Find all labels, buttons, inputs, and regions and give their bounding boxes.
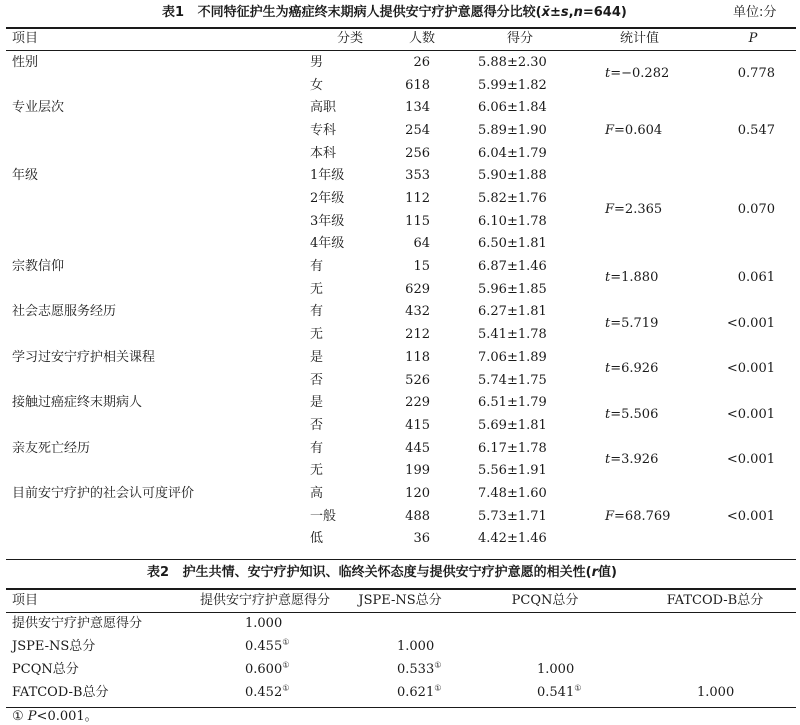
table2-cell <box>537 685 581 701</box>
table2-bottom-rule <box>6 707 796 708</box>
table1-category: 4年级 <box>310 236 345 252</box>
table1-header-cell: P <box>748 31 758 46</box>
table1-count: 229 <box>405 395 430 411</box>
table1-top-rule <box>6 27 796 29</box>
table2-row-label: JSPE-NS总分 <box>12 639 96 654</box>
table1-category: 2年级 <box>310 191 345 207</box>
table2-cell-value: 0.600 <box>245 662 283 677</box>
table1-stat-symbol: F <box>605 508 615 524</box>
table1-count: 64 <box>413 236 430 252</box>
table2-header-cell: JSPE-NS总分 <box>358 593 442 608</box>
table2-cell-value: 1.000 <box>245 616 283 631</box>
table1-stat-symbol: t <box>605 66 611 82</box>
table2-caption-text: 护生共情、安宁疗护知识、临终关怀态度与提供安宁疗护意愿的相关性( <box>182 565 592 580</box>
table1-stat <box>605 452 658 468</box>
table1-count: 254 <box>405 123 430 139</box>
table1-count: 526 <box>405 372 430 388</box>
table1-header-rule <box>6 50 796 51</box>
table1-header-cell: 人数 <box>408 31 435 46</box>
table1-caption-mean: x̄ <box>541 5 550 20</box>
table1-score: 5.89±1.90 <box>478 123 547 139</box>
table1-stat-symbol: t <box>605 270 611 286</box>
table1-stat-symbol: t <box>605 406 611 422</box>
table1-category: 本科 <box>310 145 337 161</box>
table1-stat-symbol: t <box>605 315 611 331</box>
table1-category: 一般 <box>310 508 337 524</box>
table1-score: 5.74±1.75 <box>478 372 547 388</box>
table1-score: 6.51±1.79 <box>478 395 547 411</box>
table2-cell-value: 0.621 <box>397 685 435 700</box>
table2-row-label: 提供安宁疗护意愿得分 <box>12 616 143 631</box>
table2-header-rule <box>6 612 796 613</box>
table1-group-label: 宗教信仰 <box>12 259 65 275</box>
table2-row-label: FATCOD-B总分 <box>12 685 109 700</box>
table1-p-value: <0.001 <box>726 406 775 422</box>
table1-count: 488 <box>405 508 430 524</box>
table1-stat-value: =5.506 <box>610 406 659 422</box>
table1-score: 5.69±1.81 <box>478 417 547 433</box>
table1-stat-value: =−0.282 <box>610 66 670 82</box>
table1-header-cell: 统计值 <box>619 31 659 46</box>
table2-cell <box>697 685 734 701</box>
footnote-mark: ① <box>12 709 24 724</box>
table1-category: 无 <box>310 327 324 343</box>
table2-header-cell: 提供安宁疗护意愿得分 <box>199 593 330 608</box>
table1-caption <box>162 5 627 21</box>
table1-stat <box>605 407 658 423</box>
table1-count: 199 <box>405 463 430 479</box>
table1-stat <box>605 202 662 218</box>
table2-caption-r: r <box>591 565 598 580</box>
significance-mark: ① <box>434 683 442 693</box>
table1-p-value: 0.778 <box>737 66 775 82</box>
table1-score: 6.10±1.78 <box>478 213 547 229</box>
table1-score: 7.06±1.89 <box>478 349 547 365</box>
table2-top-rule <box>6 588 796 590</box>
significance-mark: ① <box>282 660 290 670</box>
table1-count: 445 <box>405 440 430 456</box>
table1-count: 120 <box>405 485 430 501</box>
table1-category: 否 <box>310 372 324 388</box>
table2-header-cell: 项目 <box>12 593 39 608</box>
table1-header-cell: 分类 <box>336 31 363 46</box>
table1-score: 6.17±1.78 <box>478 440 547 456</box>
table1-count: 15 <box>413 259 430 275</box>
table2-cell <box>245 639 289 655</box>
table1-count: 432 <box>405 304 430 320</box>
table1-stat <box>605 509 670 525</box>
table2-cell <box>245 662 289 678</box>
table2-row-label: PCQN总分 <box>12 662 79 677</box>
table2-cell-value: 1.000 <box>537 662 575 677</box>
table1-count: 115 <box>405 213 430 229</box>
table1-group-label: 接触过癌症终末期病人 <box>12 395 143 411</box>
table1-caption-prefix: 表1 <box>162 5 185 20</box>
table1-group-label: 目前安宁疗护的社会认可度评价 <box>12 485 195 501</box>
table1-category: 无 <box>310 463 324 479</box>
table1-stat-value: =68.769 <box>614 508 671 524</box>
table1-p-value: 0.547 <box>737 123 775 139</box>
table1-group-label: 亲友死亡经历 <box>12 440 91 456</box>
table2-cell-value: 0.452 <box>245 685 283 700</box>
table1-group-label: 学习过安宁疗护相关课程 <box>12 349 156 365</box>
table1-stat-value: =5.719 <box>610 315 659 331</box>
table1-stat-value: =6.926 <box>610 361 659 377</box>
table1-count: 415 <box>405 417 430 433</box>
table1-score: 7.48±1.60 <box>478 485 547 501</box>
significance-mark: ① <box>434 660 442 670</box>
table1-score: 5.90±1.88 <box>478 168 547 184</box>
table1-p-value: <0.001 <box>726 508 775 524</box>
table1-group-label: 社会志愿服务经历 <box>12 304 117 320</box>
table2-header-cell: FATCOD-B总分 <box>666 593 764 608</box>
table1-stat-symbol: F <box>605 123 615 139</box>
table2-caption <box>147 565 617 581</box>
table1-stat-symbol: F <box>605 202 615 218</box>
table1-count: 212 <box>405 327 430 343</box>
table1-caption-n: n <box>573 5 583 20</box>
table1-score: 5.96±1.85 <box>478 281 547 297</box>
table1-p-value: <0.001 <box>726 451 775 467</box>
table1-group-label: 年级 <box>12 168 39 184</box>
table1-score: 6.04±1.79 <box>478 145 547 161</box>
table1-p-value: <0.001 <box>726 315 775 331</box>
table1-stat-value: =3.926 <box>610 451 659 467</box>
table1-score: 5.99±1.82 <box>478 77 547 93</box>
significance-mark: ① <box>282 683 290 693</box>
table1-count: 256 <box>405 145 430 161</box>
table1-stat-symbol: t <box>605 361 611 377</box>
table1-stat <box>605 123 662 139</box>
table1-score: 5.82±1.76 <box>478 191 547 207</box>
table1-category: 专科 <box>310 123 337 139</box>
table1-score: 5.41±1.78 <box>478 327 547 343</box>
table1-p-value: <0.001 <box>726 361 775 377</box>
table1-category: 3年级 <box>310 213 345 229</box>
table1-count: 134 <box>405 100 430 116</box>
table2-header-cell: PCQN总分 <box>511 593 579 608</box>
table2-cell-value: 1.000 <box>697 685 735 700</box>
table1-score: 6.50±1.81 <box>478 236 547 252</box>
table1-category: 有 <box>310 440 324 456</box>
table1-stat-value: =1.880 <box>610 270 659 286</box>
table1-p-value: 0.070 <box>737 202 775 218</box>
table1-count: 118 <box>405 349 430 365</box>
table1-score: 5.88±2.30 <box>478 55 547 70</box>
table2-cell-value: 0.541 <box>537 685 575 700</box>
table1-caption-sep: , <box>568 5 574 20</box>
table1-header-cell: 项目 <box>12 31 39 46</box>
table1-count: 112 <box>405 191 430 207</box>
table1-count: 26 <box>413 55 430 70</box>
table1-category: 有 <box>310 259 324 275</box>
table1-stat <box>605 361 658 377</box>
table2-cell-value: 1.000 <box>397 639 435 654</box>
table1-score: 6.87±1.46 <box>478 259 547 275</box>
footnote-text: <0.001。 <box>36 709 98 724</box>
table1-score: 6.27±1.81 <box>478 304 547 320</box>
table1-category: 女 <box>310 77 324 93</box>
table1-group-label: 专业层次 <box>12 100 65 116</box>
table1-group-label: 性别 <box>12 55 39 70</box>
table1-category: 有 <box>310 304 324 320</box>
table1-stat <box>605 66 669 82</box>
table1-score: 4.42±1.46 <box>478 531 547 547</box>
table2-cell-value: 0.533 <box>397 662 435 677</box>
table1-caption-text: 不同特征护生为癌症终末期病人提供安宁疗护意愿得分比较( <box>197 5 542 20</box>
table1-category: 高职 <box>310 100 337 116</box>
table2-cell <box>537 662 574 678</box>
table1-bottom-rule <box>6 559 796 560</box>
table1-stat-symbol: t <box>605 451 611 467</box>
table2-cell <box>245 616 282 632</box>
table1-count: 353 <box>405 168 430 184</box>
table2-caption-prefix: 表2 <box>147 565 170 580</box>
table1-header-cell: 得分 <box>506 31 533 46</box>
table1-category: 否 <box>310 417 324 433</box>
table1-stat <box>605 270 658 286</box>
table1-caption-pm: ± <box>549 5 561 20</box>
table1-category: 是 <box>310 395 324 411</box>
table2-cell-value: 0.455 <box>245 639 283 654</box>
table1-category: 男 <box>310 55 324 70</box>
table1-category: 1年级 <box>310 168 345 184</box>
table1-stat-value: =2.365 <box>614 202 663 218</box>
significance-mark: ① <box>574 683 582 693</box>
table1-count: 618 <box>405 77 430 93</box>
table1-score: 5.56±1.91 <box>478 463 547 479</box>
table1-count: 629 <box>405 281 430 297</box>
significance-mark: ① <box>282 637 290 647</box>
table1-stat <box>605 316 658 332</box>
table2-caption-tail: 值) <box>598 565 617 580</box>
table1-count: 36 <box>413 531 430 547</box>
table1-score: 5.73±1.71 <box>478 508 547 524</box>
table1-stat-value: =0.604 <box>614 123 663 139</box>
table2-cell <box>397 662 441 678</box>
table1-category: 低 <box>310 531 324 547</box>
table1-unit: 单位:分 <box>733 5 777 20</box>
table1-score: 6.06±1.84 <box>478 100 547 116</box>
table2-cell <box>245 685 289 701</box>
table1-category: 无 <box>310 281 324 297</box>
footnote-p: P <box>27 709 37 724</box>
table1-caption-n-value: =644) <box>582 5 627 20</box>
table1-caption-s: s <box>560 5 569 20</box>
table1-p-value: 0.061 <box>737 270 775 286</box>
table2-cell <box>397 639 434 655</box>
table1-category: 高 <box>310 485 324 501</box>
table1-category: 是 <box>310 349 324 365</box>
table2-cell <box>397 685 441 701</box>
